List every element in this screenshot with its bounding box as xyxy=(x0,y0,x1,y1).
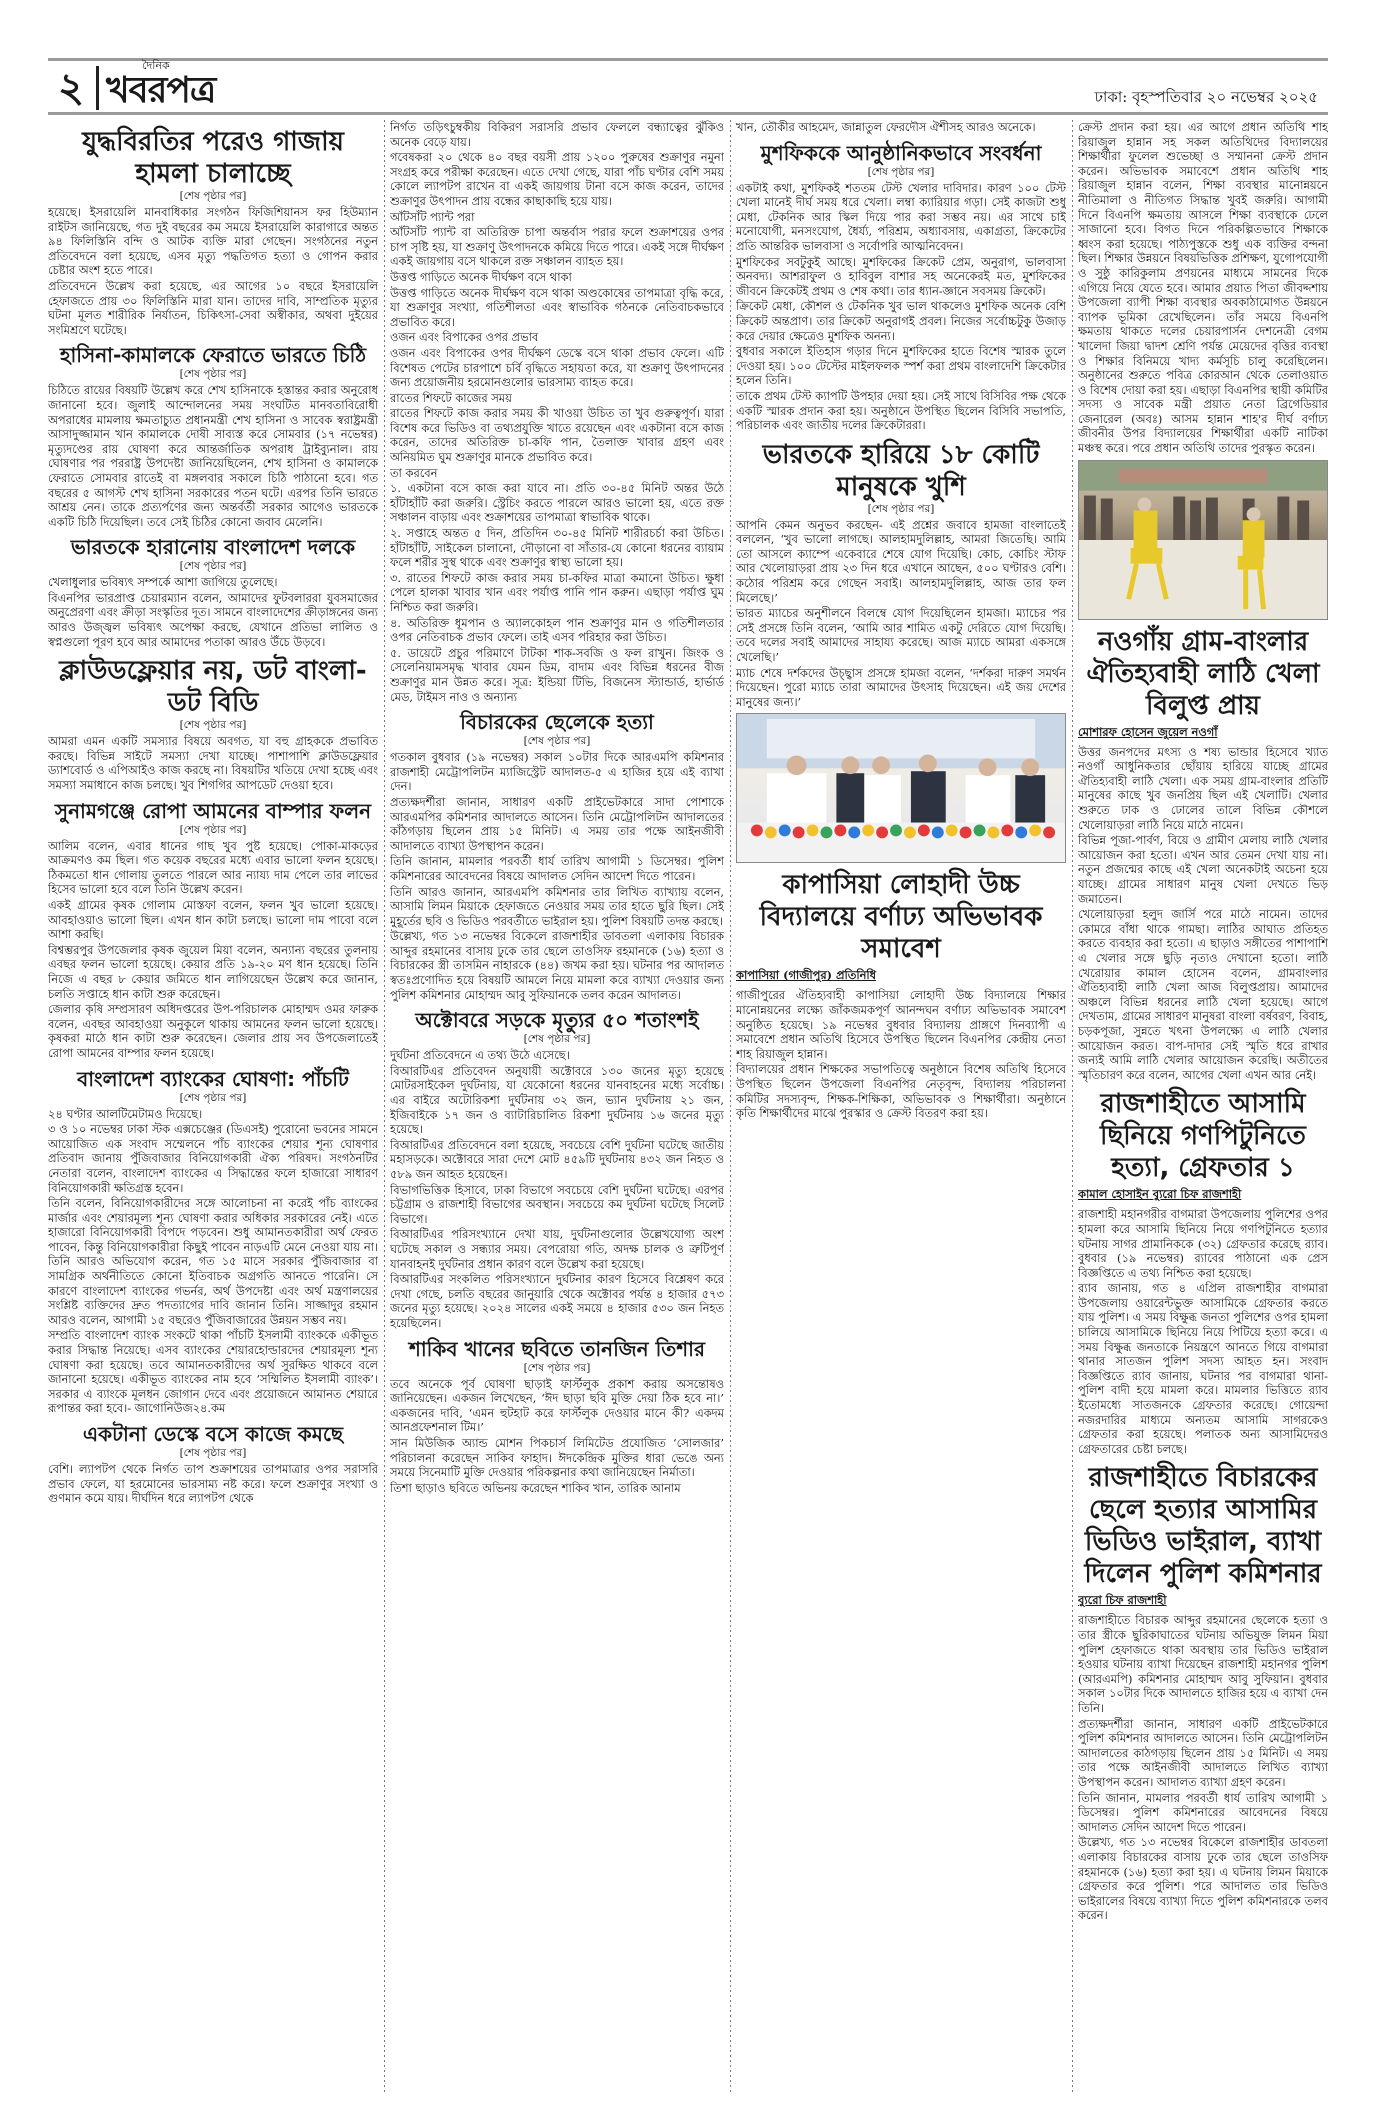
article-paragraph: দুর্ঘটনা প্রতিবেদনে এ তথ্য উঠে এসেছে। xyxy=(390,1048,570,1063)
article xyxy=(48,343,378,529)
article xyxy=(48,1067,378,1416)
article-paragraph: তিনি জানান, মামলার পরবর্তী ধার্য তারিখ আগামী ১ ডিসেম্বর। পুলিশ কমিশনারের আবেদনের বিষয়ে আদালত সেদিন আদেশ দিতে পারেন। xyxy=(390,854,724,883)
article-paragraph: আঁটসাঁট প্যান্ট বা অতিরিক্ত চাপা অন্তর্বাস পরার ফলে শুক্রাশয়ের ওপর চাপ সৃষ্টি হয়, যা শুক্রাণু উৎপাদনকে কমিয়ে দিতে পারে। একই সঙ্গে দীর্ঘক্ষণ একই জায়গায় বসে থাকলে রক্ত সঞ্চালন ব্যাহত হয়। xyxy=(390,225,724,269)
article xyxy=(736,439,1066,710)
masthead-divider xyxy=(96,66,99,110)
page-number: ২ xyxy=(58,64,85,111)
daily-label: দৈনিক xyxy=(142,59,170,72)
article-paragraph: বিশ্বম্ভরপুর উপজেলার কৃষক জুয়েল মিয়া বলেন, অন্যান্য বছরের তুলনায় এবছর ফলন ভালো হয়েছে। কেয়ার প্রতি ১৯-২০ মণ ধান হয়েছে। তিনি নিজে এ বছর ৮ কেয়ার জমিতে ধান লাগিয়েছেন উল্লেখ করে জানান, চলতি সপ্তাহে ধান কাটা শুরু করেছেন। xyxy=(48,942,378,1001)
article-paragraph: খেলোয়াড়রা হলুদ জার্সি পরে মাঠে নামেন। তাদের কোমরে বাঁধা থাকে গামছা। লাঠির আঘাত প্রতিহত করতে ব্যবহার করা হতো। এ ছাড়াও সঙ্গীতের পাশাপাশি এ খেলার সঙ্গে ছুড়ি নৃত্যও দেখানো হতো। লাঠি খেরোয়ার কামাল হোসেন বলেন, গ্রামবাংলার ঐতিহ্যবাহী লাঠি খেলা আজ বিলুপ্তপ্রায়। আমাদের অঞ্চলে বিভিন্ন ধরনের লাঠি খেলা হয়েছে। আগে দেখতাম, গ্রামের সাধারণ মানুষরা বাংলা বর্ষবরণ, বিবাহ, চড়কপূজা, সুন্নতে খৎনা উপলক্ষ্যে এ লাঠি খেলার আয়োজন করত। বাপ-দাদার সেই স্মৃতি ধরে রাখার জন্যই আমি লাঠি খেলার আয়োজন করেছি। অতীতের স্মৃতিচারণ করে বলেন, আগের খেলা এখন আর নেই। xyxy=(1078,907,1328,1082)
article-headline: রাজশাহীতে বিচারকের ছেলে হত্যার আসামির ভিডিও ভাইরাল, ব্যাখা দিলেন পুলিশ কমিশনার xyxy=(1084,1463,1322,1590)
lathi-khela-photo xyxy=(1078,460,1328,620)
article-paragraph: প্রত্যক্ষদর্শীরা জানান, সাধারণ একটি প্রাইভেটকারে সাদা পোশাকে আরএমপির কমিশনার আদালতে আসেন। তিনি মেট্রোপলিটন আদালতের কাঁঠগড়ায় ছিলেন প্রায় ১৫ মিনিট। এ সময় তার পক্ষে আইনজীবী আদালতে ব্যাখ্যা উপস্থাপন করেন। xyxy=(390,794,724,853)
article-byline: কামাল হোসাইন ব্যুরো চিফ রাজশাহী xyxy=(1078,1187,1242,1202)
column-divider xyxy=(730,120,731,2095)
article-paragraph: ক্রেস্ট প্রদান করা হয়। এর আগে প্রধান অতিথি শাহ রিয়াজুল হান্নান সহ সকল অতিথিদের বিদ্যালয়ের শিক্ষার্থীরা ফুলেল শুভেচ্ছা ও সম্মাননা ক্রেস্ট প্রদান করেন। অভিভাবক সমাবেশে প্রধান অতিথি শাহ রিয়াজুল হান্নান বলেন, শিক্ষা ব্যবস্থার মানোন্নয়নে নীতিমালা ও নীতিগত সিদ্ধান্ত খুবই জরুরি। আগামী দিনে বিএনপি ক্ষমতায় আসলে শিক্ষা ব্যবস্থাকে ঢেলে সাজানো হবে। বিগত দিনে পরিকল্পিতভাবে শিক্ষাকে ধ্বংস করা হয়েছে। পাঠ্যপুস্তকে শুধু এক ব্যক্তির বন্দনা ছিল। শিক্ষার উন্নয়নে বিষয়ভিত্তিক প্রশিক্ষণ, যুগোপযোগী ও সুষ্ঠু কারিকুলাম প্রণয়নের মাধ্যমে সামনের দিকে এগিয়ে নিয়ে যেতে হবে। আমার প্রয়াত পিতা জীবদ্দশায় উপজেলা ব্যাপী শিক্ষা ব্যবস্থার অবকাঠামোগত উন্নয়নে ব্যাপক ভূমিকা রেখেছিলেন। তাঁর সময়ে বিএনপি ক্ষমতায় থাকতে দলের চেয়ারপার্সন দেশনেত্রী বেগম খালেদা জিয়া দ্বাদশ শ্রেণি পর্যন্ত মেয়েদের বৃত্তির ব্যবস্থা ও শিক্ষার বিনিময়ে খাদ্য কর্মসূচি চালু করেছিলেন। অনুষ্ঠানের শুরুতে পবিত্র কোরআন থেকে তেলাওয়াত ও বিশেষ দোয়া করা হয়। এছাড়া বিএনপির স্থায়ী কমিটির সদস্য ও সাবেক মন্ত্রী প্রয়াত নেতা ব্রিগেডিয়ার জেনারেল (অবঃ) আসম হান্নান শাহ'র দীর্ঘ বর্ণাঢ্য জীবনীর উপর বিদ্যালয়ের শিক্ষার্থীরা একটি নাটিকা মঞ্চস্থ করে। পরে প্রধান অতিথি তাদের পুরস্কৃত করেন। xyxy=(1078,120,1328,456)
dateline: ঢাকা: বৃহস্পতিবার ২০ নভেম্বর ২০২৫ xyxy=(1094,88,1318,106)
article xyxy=(48,799,378,1061)
article-body xyxy=(48,734,378,792)
article-paragraph: তাকে প্রথম টেস্ট ক্যাপটি উপহার দেয়া হয়। সেই সাথে বিসিবির পক্ষ থেকে একটি স্মারক প্রদান করা হয়। অনুষ্ঠানে উপস্থিত ছিলেন বিসিবি সভাপতি, পরিচালক এবং জাতীয় দলের ক্রিকেটাররা। xyxy=(736,388,1066,433)
article-paragraph: উল্লেখ্য, গত ১৩ নভেম্বর বিকেলে রাজশাহীর ডাবতলা এলাকায় বিচারকের বাসায় ঢুকে তার ছেলে তাওসিফ রহমানকে (১৬) হত্যা করা হয়। এ ঘটনায় লিমন মিয়াকে গ্রেফতার করে পুলিশ। পরে আদালত তার ভিডিও ভাইরালের বিষয়ে ব্যাখ্যা দিতে পুলিশ কমিশনারকে তলব করেন। xyxy=(1078,1835,1328,1923)
article-headline: রাজশাহীতে আসামি ছিনিয়ে গণপিটুনিতে হত্যা, গ্রেফতার ১ xyxy=(1100,1089,1306,1184)
continued-marker: [শেষ পৃষ্ঠার পর] xyxy=(523,1033,591,1046)
article xyxy=(736,120,1066,135)
column-3 xyxy=(736,120,1066,2100)
article-paragraph: ম্যাচ শেষে দর্শকদের উচ্ছ্বাস প্রসঙ্গে হামজা বলেন, ‘দর্শকরা দারুণ সমর্থন দিয়েছেন। পুরো ম্যাচে তারা আমাদের উৎসাহ দিয়েছেন। এই জয় দেশের মানুষের জন্য।’ xyxy=(736,665,1066,709)
article-paragraph: বিআরটিএর পরিসংখ্যানে দেখা যায়, দুর্ঘটনাগুলোর উল্লেখযোগ্য অংশ ঘটেছে সকাল ও সন্ধ্যার সময়। বেপরোয়া গতি, অদক্ষ চালক ও ত্রুটিপূর্ণ যানবাহনই দুর্ঘটনার প্রধান কারণ বলে উল্লেখ করা হয়েছে। xyxy=(390,1227,724,1271)
article-paragraph: তিনি জানান, মামলার পরবর্তী ধার্য তারিখ আগামী ১ ডিসেম্বর। পুলিশ কমিশনারের আবেদনের বিষয়ে আদালত সেদিন আদেশ দিতে পারেন। xyxy=(1078,1790,1328,1834)
article-paragraph: খান, তৌকীর আহমেদ, জান্নাতুল ফেরদৌস ঐশীসহ আরও অনেকে। xyxy=(736,120,1036,134)
continued-marker: [শেষ পৃষ্ঠার পর] xyxy=(523,1361,591,1374)
continued-marker: [শেষ পৃষ্ঠার পর] xyxy=(867,165,935,178)
article-body xyxy=(1078,745,1328,1083)
article xyxy=(1078,1462,1328,1922)
article-paragraph: উত্তর জনপদের মৎস্য ও শষ্য ভান্ডার হিসেবে খ্যাত নওগাঁ আধুনিকতার ছোঁয়ায় হারিয়ে যাচ্ছে গ্রামের ঐতিহ্যবাহী লাঠি খেলা। এক সময় গ্রাম-বাংলার প্রতিটি মানুষের কাছে খুব জনপ্রিয় ছিল এই খেলাটি। খেলার শুরুতে ঢাক ও ঢোলের তালে বিভিন্ন কৌশলে খেলোয়াড়রা লাঠি নিয়ে মাঠে নামেন। xyxy=(1078,744,1328,832)
article-paragraph: চিঠিতে রায়ের বিষয়টি উল্লেখ করে শেখ হাসিনাকে হস্তান্তর করার অনুরোধ জানানো হবে। জুলাই আন্দোলনের সময় সংঘটিত মানবতাবিরোধী অপরাধের মামলায় ক্ষমতাচ্যুত প্রধানমন্ত্রী শেখ হাসিনা ও সাবেক স্বরাষ্ট্রমন্ত্রী আসাদুজ্জামান খান কামালকে দোষী সাব্যস্ত করে সোমবার (১৭ নভেম্বর) মৃত্যুদণ্ডের রায় ঘোষণা করে আন্তর্জাতিক অপরাধ ট্রাইব্যুনাল। রায় ঘোষণার পর পররাষ্ট্র উপদেষ্টা জানিয়েছিলেন, শেখ হাসিনা ও কামালকে ফেরাতে সোমবার রাতেই বা মঙ্গলবার সকালে চিঠি পাঠানো হবে। গত বছরের ৫ আগস্ট শেখ হাসিনা সরকারের পতন ঘটে। এরপর তিনি ভারতে আশ্রয় নেন। তাকে প্রত্যর্পণের জন্য অন্তর্বর্তী সরকার আগেও ভারতকে একটি চিঠি দিয়েছিল। তবে সেই চিঠির কোনো জবাব মেলেনি। xyxy=(48,383,378,529)
article xyxy=(48,1422,378,1506)
article-paragraph: ২. সপ্তাহে অন্তত ৫ দিন, প্রতিদিন ৩০-৪৫ মিনিট শারীরচর্চা করা উচিত। হাঁটাহাঁটি, সাইকেল চালানো, দৌড়ানো বা সাঁতার-যে কোনো ধরনের ব্যায়াম ফলে শরীর সুস্থ থাকে এবং শুক্রাণুর স্বাস্থ্য ভালো হয়। xyxy=(390,526,724,570)
article-headline: হাসিনা-কামালকে ফেরাতে ভারতে চিঠি xyxy=(59,343,367,368)
article-headline: একটানা ডেস্কে বসে কাজে কমছে xyxy=(82,1422,344,1446)
article-paragraph: ৩. রাতের শিফটে কাজ করার সময় চা-কফির মাত্রা কমানো উচিত। ক্ষুধা পেলে হালকা খাবার খান এবং পর্যাপ্ত পানি পান করুন। এছাড়া পর্যাপ্ত ঘুম নিশ্চিত করা জরুরি। xyxy=(390,570,724,614)
article-paragraph: আমরা এমন একটি সমস্যার বিষয়ে অবগত, যা বহু গ্রাহককে প্রভাবিত করছে। বিভিন্ন সাইটে সমস্যা দেখা যাচ্ছে। পাশাপাশি ক্লাউডফ্লেয়ার ড্যাশবোর্ড ও এপিআইও কাজ করছে না। বিষয়টির খতিয়ে দেখা হচ্ছে এবং সমস্যা সমাধানে কাজ চলছে। খুব শিগগির আপডেট দেওয়া হবে। xyxy=(48,734,378,793)
article-paragraph: রাতের শিফটে কাজ করার সময় কী খাওয়া উচিত তা খুব গুরুত্বপূর্ণ। যারা বিশেষ করে ভিডিও বা তথ্যপ্রযুক্তি খাতে রয়েছেন এবং একটানা বসে কাজ করেন, তাদের অতিরিক্ত চা-কফি পান, তৈলাক্ত খাবার গ্রহণ এবং অনিয়মিত ঘুম শুক্রাণুর মানকে প্রভাবিত করে। xyxy=(390,406,724,465)
continued-marker: [শেষ পৃষ্ঠার পর] xyxy=(179,560,247,573)
article-headline: যুদ্ধবিরতির পরেও গাজায় হামলা চালাচ্ছে xyxy=(82,127,344,189)
article xyxy=(48,655,378,792)
article xyxy=(390,1337,724,1496)
article-body xyxy=(736,518,1066,710)
article-headline: কাপাসিয়া লোহাদী উচ্চ বিদ্যালয়ে বর্ণাঢ্য অভিভাবক সমাবেশ xyxy=(759,870,1043,965)
article-body xyxy=(48,383,378,529)
parents-meeting-photo xyxy=(736,713,1066,863)
article xyxy=(390,1008,724,1330)
article xyxy=(736,141,1066,433)
masthead xyxy=(48,59,1328,112)
article-paragraph: একটাই কথা, মুশফিকই শততম টেস্ট খেলার দাবিদার। কারণ ১০০ টেস্ট খেলা মানেই দীর্ঘ সময় ধরে খেলা। লম্বা ক্যারিয়ার গড়া। সেই কাজটা শুধু মেধা, টেকনিক আর স্কিল দিয়ে পার করা সম্ভব নয়। এর সাথে চাই মনোযোগী, মনসংযোগ, ধৈর্য্য, পরিশ্রম, অধ্যাবসায়, একাগ্রতা, ক্রিকেটের প্রতি আন্তরিক ভালবাসা ও সর্বোপরি আত্মনিবেদন। xyxy=(736,180,1066,253)
column-divider xyxy=(1072,120,1073,2095)
article-body xyxy=(1078,1613,1328,1922)
article-paragraph: বিএনপির ভারপ্রাপ্ত চেয়ারম্যান বলেন, আমাদের ফুটবলাররা যুবসমাজের অনুপ্রেরণা এবং ক্রীড়া সংস্কৃতির দূত। সামনে বাংলাদেশের ক্রীড়াঙ্গনের জন্য আরও উজ্জ্বল ভবিষ্যৎ অপেক্ষা করছে, যেখানে প্রতিভা লালিত ও স্বপ্নগুলো পূরণ হবে আর আমাদের পতাকা আরও উঁচে উড়বে। xyxy=(48,590,378,649)
article-paragraph: ২৪ ঘণ্টার আলটিমেটামও দিয়েছে। xyxy=(48,1106,203,1121)
article-body xyxy=(736,120,1066,135)
article-paragraph: গবেষকরা ২০ থেকে ৪০ বছর বয়সী প্রায় ১২০০ পুরুষের শুক্রাণুর নমুনা সংগ্রহ করে পরীক্ষা করেছেন। এতে দেখা গেছে, যারা পাঁচ ঘণ্টার বেশি সময় কোলে ল্যাপটপ রাখেন বা একই জায়গায় টানা বসে কাজ করেন, তাদের শুক্রাণুর উৎপাদন প্রায় বন্ধের কাছাকাছি হয়ে যায়। xyxy=(390,150,724,208)
article-byline: মোশারফ হোসেন জুয়েল নওগাঁ xyxy=(1078,724,1218,739)
continued-marker: [শেষ পৃষ্ঠার পর] xyxy=(179,1091,247,1104)
article-paragraph: গতকাল বুধবার (১৯ নভেম্বর) সকাল ১০টার দিকে আরএমপি কমিশনার রাজশাহী মেট্রোপলিটন ম্যাজিস্ট্রেট আদালত-৫ এ হাজির হয়ে এই ব্যাখা দেন। xyxy=(390,750,724,794)
article-paragraph: ভারত ম্যাচের অনুশীলনে বিলম্বে যোগ দিয়েছিলেন হামজা। ম্যাচের পর সেই প্রসঙ্গে তিনি বলেন, ‘আমি আর শামিত একটু দেরিতে যোগ দিয়েছি। তবে দলের সবাই আমাদের সাহায্য করেছে। আজ ম্যাচে আমরা একসঙ্গে খেলেছি।’ xyxy=(736,606,1066,665)
article xyxy=(736,713,1066,1120)
article xyxy=(390,120,724,704)
top-rule xyxy=(48,58,1328,61)
continued-marker: [শেষ পৃষ্ঠার পর] xyxy=(179,1447,247,1459)
article xyxy=(48,126,378,337)
article-paragraph: ক্রিকেট মেধা, কৌশল ও টেকনিক খুব ভাল থাকলেও মুশফিক অনেক বেশি ক্রিকেট অন্তপ্রাণ। তার ক্রিকেট অনুরাগই প্রবল। নিজের সর্বোচ্চটুকু উজাড় করে দেয়ার ক্ষেত্রেও মুশফিক অনন্য। xyxy=(736,299,1066,343)
article-body xyxy=(736,988,1066,1120)
article-paragraph: ওজন এবং বিপাকের ওপর প্রভাব xyxy=(390,330,539,345)
article-paragraph: নির্গত তড়িৎচুম্বকীয় বিকিরণ সরাসরি প্রভাব ফেললে বন্ধ্যাত্বের ঝুঁকিও অনেক বেড়ে যায়। xyxy=(390,120,724,149)
paper-name: খবরপত্র xyxy=(106,70,216,111)
article-paragraph: সম্প্রতি বাংলাদেশ ব্যাংক সংকটে থাকা পাঁচটি ইসলামী ব্যাংককে একীভূত করার সিদ্ধান্ত নিয়েছে। এসব ব্যাংকের শেয়ারহোল্ডারদের শেয়ারমূল্য শূন্য ঘোষণা করা হয়েছে। তবে আমানতকারীদের অর্থ সুরক্ষিত থাকবে বলে জানানো হয়েছে। একীভূত ব্যাংকের নাম হবে ‘সম্মিলিত ইসলামী ব্যাংক’। সরকার এ ব্যাংকে মূলধন জোগান দেবে এবং প্রয়োজনে আমানত শেয়ারে রূপান্তর করা হবে।- জাগোনিউজ২৪.কম xyxy=(48,1328,378,1416)
article-headline: বাংলাদেশ ব্যাংকের ঘোষণা: পাঁচটি xyxy=(77,1066,349,1091)
article-paragraph: তবে অনেকে পূর্ব ঘোষণা ছাড়াই ফার্স্টলুক প্রকাশ করায় অসন্তোষও জানিয়েছেন। একজন লিখেছেন, ‘ঈদ ছাড়া ছবি মুক্তি দেয়া ঠিক হবে না।’ একজনের দাবি, ‘এমন হুটহাট করে ফার্স্টলুক দেওয়ার মানে কী? একদম আনপ্রফেশনাল টিম।’ xyxy=(390,1376,724,1435)
article-body xyxy=(48,205,378,337)
article-paragraph: তিশা ছাড়াও ছবিতে অভিনয় করেছেন শাকিব খান, তারিক আনাম xyxy=(390,1480,681,1495)
article-paragraph: রাতের শিফটে কাজের সময় xyxy=(390,390,512,405)
article-paragraph: বিআরটিএর প্রতিবেদনে বলা হয়েছে, সবচেয়ে বেশি দুর্ঘটনা ঘটেছে জাতীয় মহাসড়কে। অক্টোবরে সারা দেশে মোট ৪৫৯টি দুর্ঘটনায় ৪৩২ জন নিহত ও ৫৮৯ জন আহত হয়েছেন। xyxy=(390,1137,724,1181)
continued-marker: [শেষ পৃষ্ঠার পর] xyxy=(867,502,935,515)
article-body xyxy=(48,1462,378,1506)
article-body xyxy=(48,575,378,649)
article-headline: ক্লাউডফ্লেয়ার নয়, ডট বাংলা-ডট বিডি xyxy=(59,656,367,719)
article-headline: সুনামগঞ্জে রোপা আমনের বাম্পার ফলন xyxy=(54,798,372,823)
continued-marker: [শেষ পৃষ্ঠার পর] xyxy=(179,719,247,732)
article-paragraph: বিআরটিএর প্রতিবেদন অনুযায়ী অক্টোবরে ১৩০ জনের মৃত্যু হয়েছে মোটরসাইকেল দুর্ঘটনায়, যা যেকোনো ধরনের যানবাহনের মধ্যে সর্বোচ্চ। এর বাইরে অটোরিকশা দুর্ঘটনায় ৩২ জন, ভ্যান দুর্ঘটনায় ২১ জন, ইজিবাইকে ১৭ জন ও ব্যাটারিচালিত রিকশা দুর্ঘটনায় ১৬ জনের মৃত্যু হয়েছে। xyxy=(390,1063,724,1137)
article-body xyxy=(736,181,1066,433)
article xyxy=(48,535,378,649)
article-headline: মুশফিককে আনুষ্ঠানিকভাবে সংবর্ধনা xyxy=(760,140,1042,165)
article-paragraph: ৪. অতিরিক্ত ধূমপান ও অ্যালকোহল পান শুক্রাণুর মান ও গতিশীলতার ওপর নেতিবাচক প্রভাব ফেলে। তাই এসব পরিহার করা উচিত। xyxy=(390,615,724,645)
article-headline: নওগাঁয় গ্রাম-বাংলার ঐতিহ্যবাহী লাঠি খেলা বিলুপ্ত প্রায় xyxy=(1086,626,1320,721)
continued-marker: [শেষ পৃষ্ঠার পর] xyxy=(523,735,591,748)
column-2 xyxy=(390,120,724,2100)
article-body xyxy=(390,1377,724,1496)
article-headline: বিচারকের ছেলেকে হত্যা xyxy=(460,710,654,735)
article-paragraph: প্রত্যক্ষদর্শীরা জানান, সাধারণ একটি প্রাইভেটকারে পুলিশ কমিশনার আদালতে আসেন। তিনি মেট্রোপলিটন আদালতের কাঠগড়ায় ছিলেন প্রায় ১৫ মিনিট। এ সময় তার পক্ষে আইনজীবী আদালতে লিখিত ব্যাখ্যা উপস্থাপন করেন। আদালত ব্যাখ্যা গ্রহণ করেন। xyxy=(1078,1716,1328,1789)
article-paragraph: তা করবেন xyxy=(390,465,438,480)
article-paragraph: বিভাগভিত্তিক হিসাবে, ঢাকা বিভাগে সবচেয়ে বেশি দুর্ঘটনা ঘটেছে। এরপর চট্টগ্রাম ও রাজশাহী বিভাগের অবস্থান। সবচেয়ে কম দুর্ঘটনা ঘটেছে সিলেট বিভাগে। xyxy=(390,1182,724,1226)
article-paragraph: একই গ্রামের কৃষক গোলাম মোস্তফা বলেন, ফলন খুব ভালো হয়েছে। আবহাওয়াও ভালো ছিল। এখন ধান কাটা চলছে। ভালো দাম পাবো বলে আশা করছি। xyxy=(48,898,378,942)
article-paragraph: র‌্যাব জানায়, গত ৪ এপ্রিল রাজশাহীর বাগমারা উপজেলায় ওয়ারেন্টভুক্ত আসামিকে গ্রেফতার করতে যায় পুলিশ। এ সময় বিক্ষুব্ধ জনতা পুলিশের ওপর হামলা চালিয়ে আসামিকে ছিনিয়ে নিয়ে পিটিয়ে হত্যা করে। এ সময় বিক্ষুব্ধ জনতাকে নিয়ন্ত্রণে আনতে গিয়ে বাগমারা থানার সাতজন পুলিশ সদস্য আহত হন। সংবাদ বিজ্ঞপ্তিতে র‌্যাব জানায়, ঘটনার পর বাগমারা থানা-পুলিশ বাদী হয়ে মামলা করে। মামলার ভিত্তিতে র‌্যাব ইতোমধ্যে সাতজনকে গ্রেফতার করেছে। গোয়েন্দা নজরদারির মাধ্যমে অন্যতম আসামি সাগরকেও গ্রেফতার করা হয়েছে। পলাতক অন্য আসামিদেরও গ্রেফতারের চেষ্টা চলছে। xyxy=(1078,1281,1328,1456)
article-body xyxy=(390,120,724,704)
article-body xyxy=(390,750,724,1002)
article xyxy=(1078,1088,1328,1456)
continued-marker: [শেষ পৃষ্ঠার পর] xyxy=(179,823,247,836)
article-paragraph: প্রতিবেদনে উল্লেখ করা হয়েছে, এর আগের ১০ বছরে ইসরায়েলি হেফাজতে প্রায় ৩০ ফিলিস্তিনি মারা যান। তাদের দাবি, সাম্প্রতিক মৃত্যুর ঘটনা মূলত শারীরিক নির্যাতন, চিকিৎসা-সেবা অস্বীকার, অথবা দুইয়ের সংমিশ্রণে ঘটেছে। xyxy=(48,278,378,337)
article-paragraph: রাজশাহীতে বিচারক আব্দুর রহমানের ছেলেকে হত্যা ও তার স্ত্রীকে ছুরিকাঘাতের ঘটনায় অভিযুক্ত লিমন মিয়া পুলিশ হেফাজতে থাকা অবস্থায় তার ভিডিও ভাইরাল হওয়ার ঘটনায় ব্যাখা দিয়েছেন রাজশাহী মহানগর পুলিশ (আরএমপি) কমিশনার মোহাম্মদ আবু সুফিয়ান। বুধবার সকাল ১০টার দিকে আদালতে হাজির হয়ে এ ব্যাখা দেন তিনি। xyxy=(1078,1613,1328,1715)
article-body xyxy=(48,839,378,1061)
article-headline: শাকিব খানের ছবিতে তানজিন তিশার xyxy=(409,1336,705,1361)
article-paragraph: ৫. ডায়েটে প্রচুর পরিমাণে টাটকা শাক-সবজি ও ফল রাখুন। জিংক ও সেলেনিয়ামসমৃদ্ধ খাবার যেমন ডিম, বাদাম এবং বিভিন্ন ধরনের বীজ শুক্রাণুর মান উন্নত করে। সূত্র: ইন্ডিয়া টিভি, বিজনেস স্ট্যান্ডার্ড, হার্ভার্ড মেড, টাইমস নাও ও অন্যান্য xyxy=(390,645,724,704)
article-paragraph: জেলার কৃষি সম্প্রসারণ অধিদপ্তরের উপ-পরিচালক মোহাম্মদ ওমর ফারুক বলেন, এবছর আবহাওয়া অনুকূলে থাকায় আমনের ফলন ভালো হয়েছে। কৃষকরা মাঠে ধান কাটা শুরু করেছেন। জেলার প্রায় সব উপজেলাতেই রোপা আমনের বাম্পার ফলন হয়েছে। xyxy=(48,1002,378,1060)
article-headline: অক্টোবরে সড়কে মৃত্যুর ৫০ শতাংশই xyxy=(415,1008,699,1033)
article-paragraph: রাজশাহী মহানগরীর বাগমারা উপজেলায় পুলিশের ওপর হামলা করে আসামি ছিনিয়ে নিয়ে গণপিটুনিতে হত্যার ঘটনায় সাগর প্রামানিককে (৩২) গ্রেফতার করেছে র‌্যাব। বুধবার (১৯ নভেম্বর) র‌্যাবের পাঠানো এক প্রেস বিজ্ঞপ্তিতে এ তথ্য নিশ্চিত করা হয়েছে। xyxy=(1078,1207,1328,1280)
column-1 xyxy=(48,120,378,2100)
article xyxy=(390,710,724,1002)
article-paragraph: ওজন এবং বিপাকের ওপর দীর্ঘক্ষণ ডেস্কে বসে থাকা প্রভাব ফেলে। এটি বিশেষত পেটের চারপাশে চর্বি বৃদ্ধিতে সহায়তা করে, যা শুক্রাণু উৎপাদনের জন্য প্রয়োজনীয় হরমোনগুলোর ভারসাম্য ব্যাহত করে। xyxy=(390,345,724,390)
article-paragraph: আলিম বলেন, এবার ধানের গাছ খুব পুষ্ট হয়েছে। পোকা-মাকড়ের আক্রমণও কম ছিল। গত কয়েক বছরের মধ্যে এবার ভালো ফলন হয়েছে। ঠিকমতো ধান গোলায় তুলতে পারলে আর ন্যায্য দাম পেলে তার লাভের হিসেব ভালো হবে বলে তিনি উল্লেখ করেন। xyxy=(48,838,378,897)
article-paragraph: তিনি আরও জানান, আরএমপি কমিশনার তার লিখিত ব্যাখ্যায় বলেন, আসামি লিমন মিয়াকে হেফাজতে নেওয়ার সময় তার হাতে ছুরি ছিল। সেই মুহূর্তের ছবি ও ভিডিও পরবর্তীতে ভাইরাল হয়। পুলিশ বিষয়টি তদন্ত করছে। xyxy=(390,884,724,928)
article-paragraph: বিআরটিএর সংকলিত পরিসংখ্যানে দুর্ঘটনার কারণ হিসেবে বিশ্লেষণ করে দেখা গেছে, চলতি বছরের জানুয়ারি থেকে অক্টোবর পর্যন্ত ৪ হাজার ৫৭৩ জনের মৃত্যু হয়েছে। ২০২৪ সালের একই সময়ে ৪ হাজার ৫৩০ জন নিহত হয়েছিলেন। xyxy=(390,1272,724,1330)
article-paragraph: উত্তপ্ত গাড়িতে অনেক দীর্ঘক্ষণ বসে থাকা xyxy=(390,269,572,284)
article-paragraph: বিদ্যালয়ের প্রধান শিক্ষকের সভাপতিত্বে অনুষ্ঠানে বিশেষ অতিথি হিসেবে উপস্থিত ছিলেন উপজেলা বিএনপির নেতৃবৃন্দ, বিদ্যালয় পরিচালনা কমিটির সদস্যবৃন্দ, শিক্ষক-শিক্ষিকা, অভিভাবক ও শিক্ষার্থীরা। অনুষ্ঠানে কৃতি শিক্ষার্থীদের মাঝে পুরস্কার ও ক্রেস্ট বিতরণ করা হয়। xyxy=(736,1062,1066,1121)
continued-marker: [শেষ পৃষ্ঠার পর] xyxy=(179,190,247,202)
column-4 xyxy=(1078,120,1328,2100)
article xyxy=(1078,460,1328,1083)
article-paragraph: আপনি কেমন অনুভব করছেন- এই প্রশ্নের জবাবে হামজা বাংলাতেই বললেন, ‘খুব ভালো লাগছে। আলহামদুলিল্লাহ, আমরা জিতেছি। আমি তো আসলে ক্যাম্পে একেবারে শেষে যোগ দিয়েছি। কোচ, কোচিং স্টাফ আর খেলোয়াড়রা প্রায় ২৩ দিন ধরে এখানে আছেন, ৫০০ ঘণ্টারও বেশি। কঠোর পরিশ্রম করে গেছেন সবাই। আলহামদুলিল্লাহ, আজ তার ফল মিলেছে।’ xyxy=(736,517,1066,605)
article-paragraph: ১. একটানা বসে কাজ করা যাবে না। প্রতি ৩০-৪৫ মিনিট অন্তর উঠে হাঁটাহাঁটি করা জরুরি। স্ট্রেচিং করতে পারলে আরও ভালো হয়, এতে রক্ত সঞ্চালন বাড়ায় এবং শুক্রাশয়ের তাপমাত্রা স্বাভাবিক থাকে। xyxy=(390,481,724,525)
article-paragraph: উল্লেখ্য, গত ১৩ নভেম্বর বিকেলে রাজশাহীর ডাবতলা এলাকায় বিচারক আব্দুর রহমানের বাসায় ঢুকে তার ছেলে তাওসিফ রহমানকে (১৬) হত্যা ও বিচারকের স্ত্রী তাসমিন নাহারকে (৪৪) জখম করা হয়। ঘটনার পর আদালত স্বতঃপ্রণোদিত হয়ে বিষয়টি আমলে নিয়ে মামলা করে ব্যাখ্যা দেওয়ার জন্য পুলিশ কমিশনার মোহাম্মদ আবু সুফিয়ানকে তলব করেন আদালত। xyxy=(390,929,724,1002)
article-paragraph: হয়েছে। ইসরায়েলি মানবাধিকার সংগঠন ফিজিশিয়ানস ফর হিউম্যান রাইটস জানিয়েছে, গত দুই বছরের কম সময়ে ইসরায়েলি কারাগারে অন্তত ৯৪ ফিলিস্তিনি বন্দি ও আটক ব্যক্তি মারা গেছেন। সংগঠনের নতুন প্রতিবেদনে বলা হয়েছে, এসব মৃত্যু পদ্ধতিগত হত্যা ও গোপন করার চেষ্টার অংশ হতে পারে। xyxy=(48,205,378,278)
article-paragraph: বিভিন্ন পূজা-পার্বণ, বিয়ে ও গ্রামীণ মেলায় লাঠি খেলার আয়োজন করা হতো। এখন আর তেমন দেখা যায় না। নতুন প্রজন্মের কাছে এই খেলা অনেকটাই অচেনা হয়ে যাচ্ছে। গ্রামের সাধারণ মানুষ খেলা দেখতে ভিড় জমাতেন। xyxy=(1078,833,1328,906)
article xyxy=(1078,120,1328,456)
continued-marker: [শেষ পৃষ্ঠার পর] xyxy=(179,368,247,381)
article-byline: ব্যুরো চিফ রাজশাহী xyxy=(1078,1593,1167,1608)
article-paragraph: ৩ ও ১০ নভেম্বর ঢাকা স্টক এক্সচেঞ্জের (ডিএসই) পুরোনো ভবনের সামনে আয়োজিত এক সংবাদ সম্মেলনে পাঁচ ব্যাংকের শেয়ার শূন্য ঘোষণার প্রতিবাদ জানায় পুঁজিবাজার বিনিয়োগকারী ঐক্য পরিষদ। সংগঠনটির নেতারা বলেন, বাংলাদেশ ব্যাংকের এ সিদ্ধান্তের ফলে হাজারো সাধারণ বিনিয়োগকারী ক্ষতিগ্রস্ত হবেন। xyxy=(48,1122,378,1195)
article-body xyxy=(1078,1207,1328,1456)
article-headline: ভারতকে হারানোয় বাংলাদেশ দলকে xyxy=(70,535,356,560)
newspaper-page xyxy=(48,58,1328,2108)
article-paragraph: মুশফিকের সবটুকুই আছে। মুশফিকের ক্রিকেট প্রেম, অনুরাগ, ভালবাসা অনবদ্য। আশরাফুল ও হাবিবুল বাশার সহ অনেকেরই মত, মুশফিকের জীবনে ক্রিকেটই প্রথম ও শেষ কথা। তার ধ্যান-জ্ঞানে সবসময় ক্রিকেট। xyxy=(736,254,1066,298)
article-paragraph: আঁটসাঁট প্যান্ট পরা xyxy=(390,209,475,224)
article-body xyxy=(390,1048,724,1330)
article-paragraph: উত্তপ্ত গাড়িতে অনেক দীর্ঘক্ষণ বসে থাকা অণ্ডকোষের তাপমাত্রা বৃদ্ধি করে, যা শুক্রাণুর সংখ্যা, গতিশীলতা এবং স্বাভাবিক গঠনকে নেতিবাচকভাবে প্রভাবিত করে। xyxy=(390,285,724,329)
article-body xyxy=(1078,120,1328,456)
article-headline: ভারতকে হারিয়ে ১৮ কোটি মানুষকে খুশি xyxy=(762,439,1040,502)
article-paragraph: বুধবার সকালে ইতিহাস গড়ার দিনে মুশফিকের হাতে বিশেষ স্মারক তুলে দেওয়া হয়। ১০০ টেস্টের মাইলফলক স্পর্শ করা প্রথম বাংলাদেশি ক্রিকেটার হলেন তিনি। xyxy=(736,344,1066,388)
article-paragraph: গাজীপুরের ঐতিহ্যবাহী কাপাসিয়া লোহাদী উচ্চ বিদ্যালয়ে শিক্ষার মানোন্নয়নের লক্ষ্যে জাঁকজমকপূর্ণ আনন্দঘন বর্ণাঢ্য অভিভাবক সমাবেশ অনুষ্ঠিত হয়েছে। ১৯ নভেম্বর বুধবার বিদ্যালয় প্রাঙ্গণে দিনব্যাপী এ সমাবেশে প্রধান অতিথি হিসেবে উপস্থিত ছিলেন বিএনপির কেন্দ্রীয় নেতা শাহ রিয়াজুল হান্নান। xyxy=(736,988,1066,1061)
article-paragraph: তিনি বলেন, বিনিয়োগকারীদের সঙ্গে আলোচনা না করেই পাঁচ ব্যাংকের মার্জার এবং শেয়ারমূল্য শূন্য ঘোষণা করার অধিকার সরকারের নেই। এতে হাজারো বিনিয়োগকারী বিপদে পড়বেন। শুধু আমানতকারীরা অর্থ ফেরত পাবেন, কিন্তু বিনিয়োগকারীরা কিছুই পাবেন নাড়এটি মেনে নেওয়া যায় না। তিনি আরও অভিযোগ করেন, গত ১৫ মাসে সরকার পুঁজিবাজার বা সামগ্রিক অর্থনীতিতে কোনো ইতিবাচক অগ্রগতি আনতে পারেনি। সে কারণে বাংলাদেশ ব্যাংকের গভর্নর, অর্থ উপদেষ্টা এবং অর্থ মন্ত্রণালয়ের সংশ্লিষ্ট ব্যক্তিদের দ্রুত পদত্যাগের দাবি জানান তিনি। সাজ্জাদুর রহমান আরও বলেন, আগামী ১৫ বছরেও পুঁজিবাজারের উন্নয়ন সম্ভব নয়। xyxy=(48,1196,378,1327)
article-paragraph: বেশি। ল্যাপটপ থেকে নির্গত তাপ শুক্রাশয়ের তাপমাত্রার ওপর সরাসরি প্রভাব ফেলে, যা হরমোনের ভারসাম্য নষ্ট করে। ফলে শুক্রাণুর সংখ্যা ও গুণমান কমে যায়। দীর্ঘদিন ধরে ল্যাপটপ থেকে xyxy=(48,1462,378,1506)
article-paragraph: সান মিউজিক অ্যান্ড মোশন পিকচার্স লিমিটেড প্রযোজিত ‘সোলজার’ পরিচালনা করেছেন সাকিব ফাহাদ। ঈদকেন্দ্রিক মুক্তির ধারা ভেঙে অন্য সময়ে সিনেমাটি মুক্তি দেওয়ার পরিকল্পনার কথা জানিয়েছেন নির্মাতা। xyxy=(390,1435,724,1480)
masthead-rule xyxy=(48,112,1328,115)
article-body xyxy=(48,1107,378,1416)
article-byline: কাপাসিয়া (গাজীপুর) প্রতিনিধি xyxy=(736,968,877,983)
article-paragraph: খেলাধুলার ভবিষ্যৎ সম্পর্কে আশা জাগিয়ে তুলেছে। xyxy=(48,575,278,590)
column-divider xyxy=(384,120,385,2095)
